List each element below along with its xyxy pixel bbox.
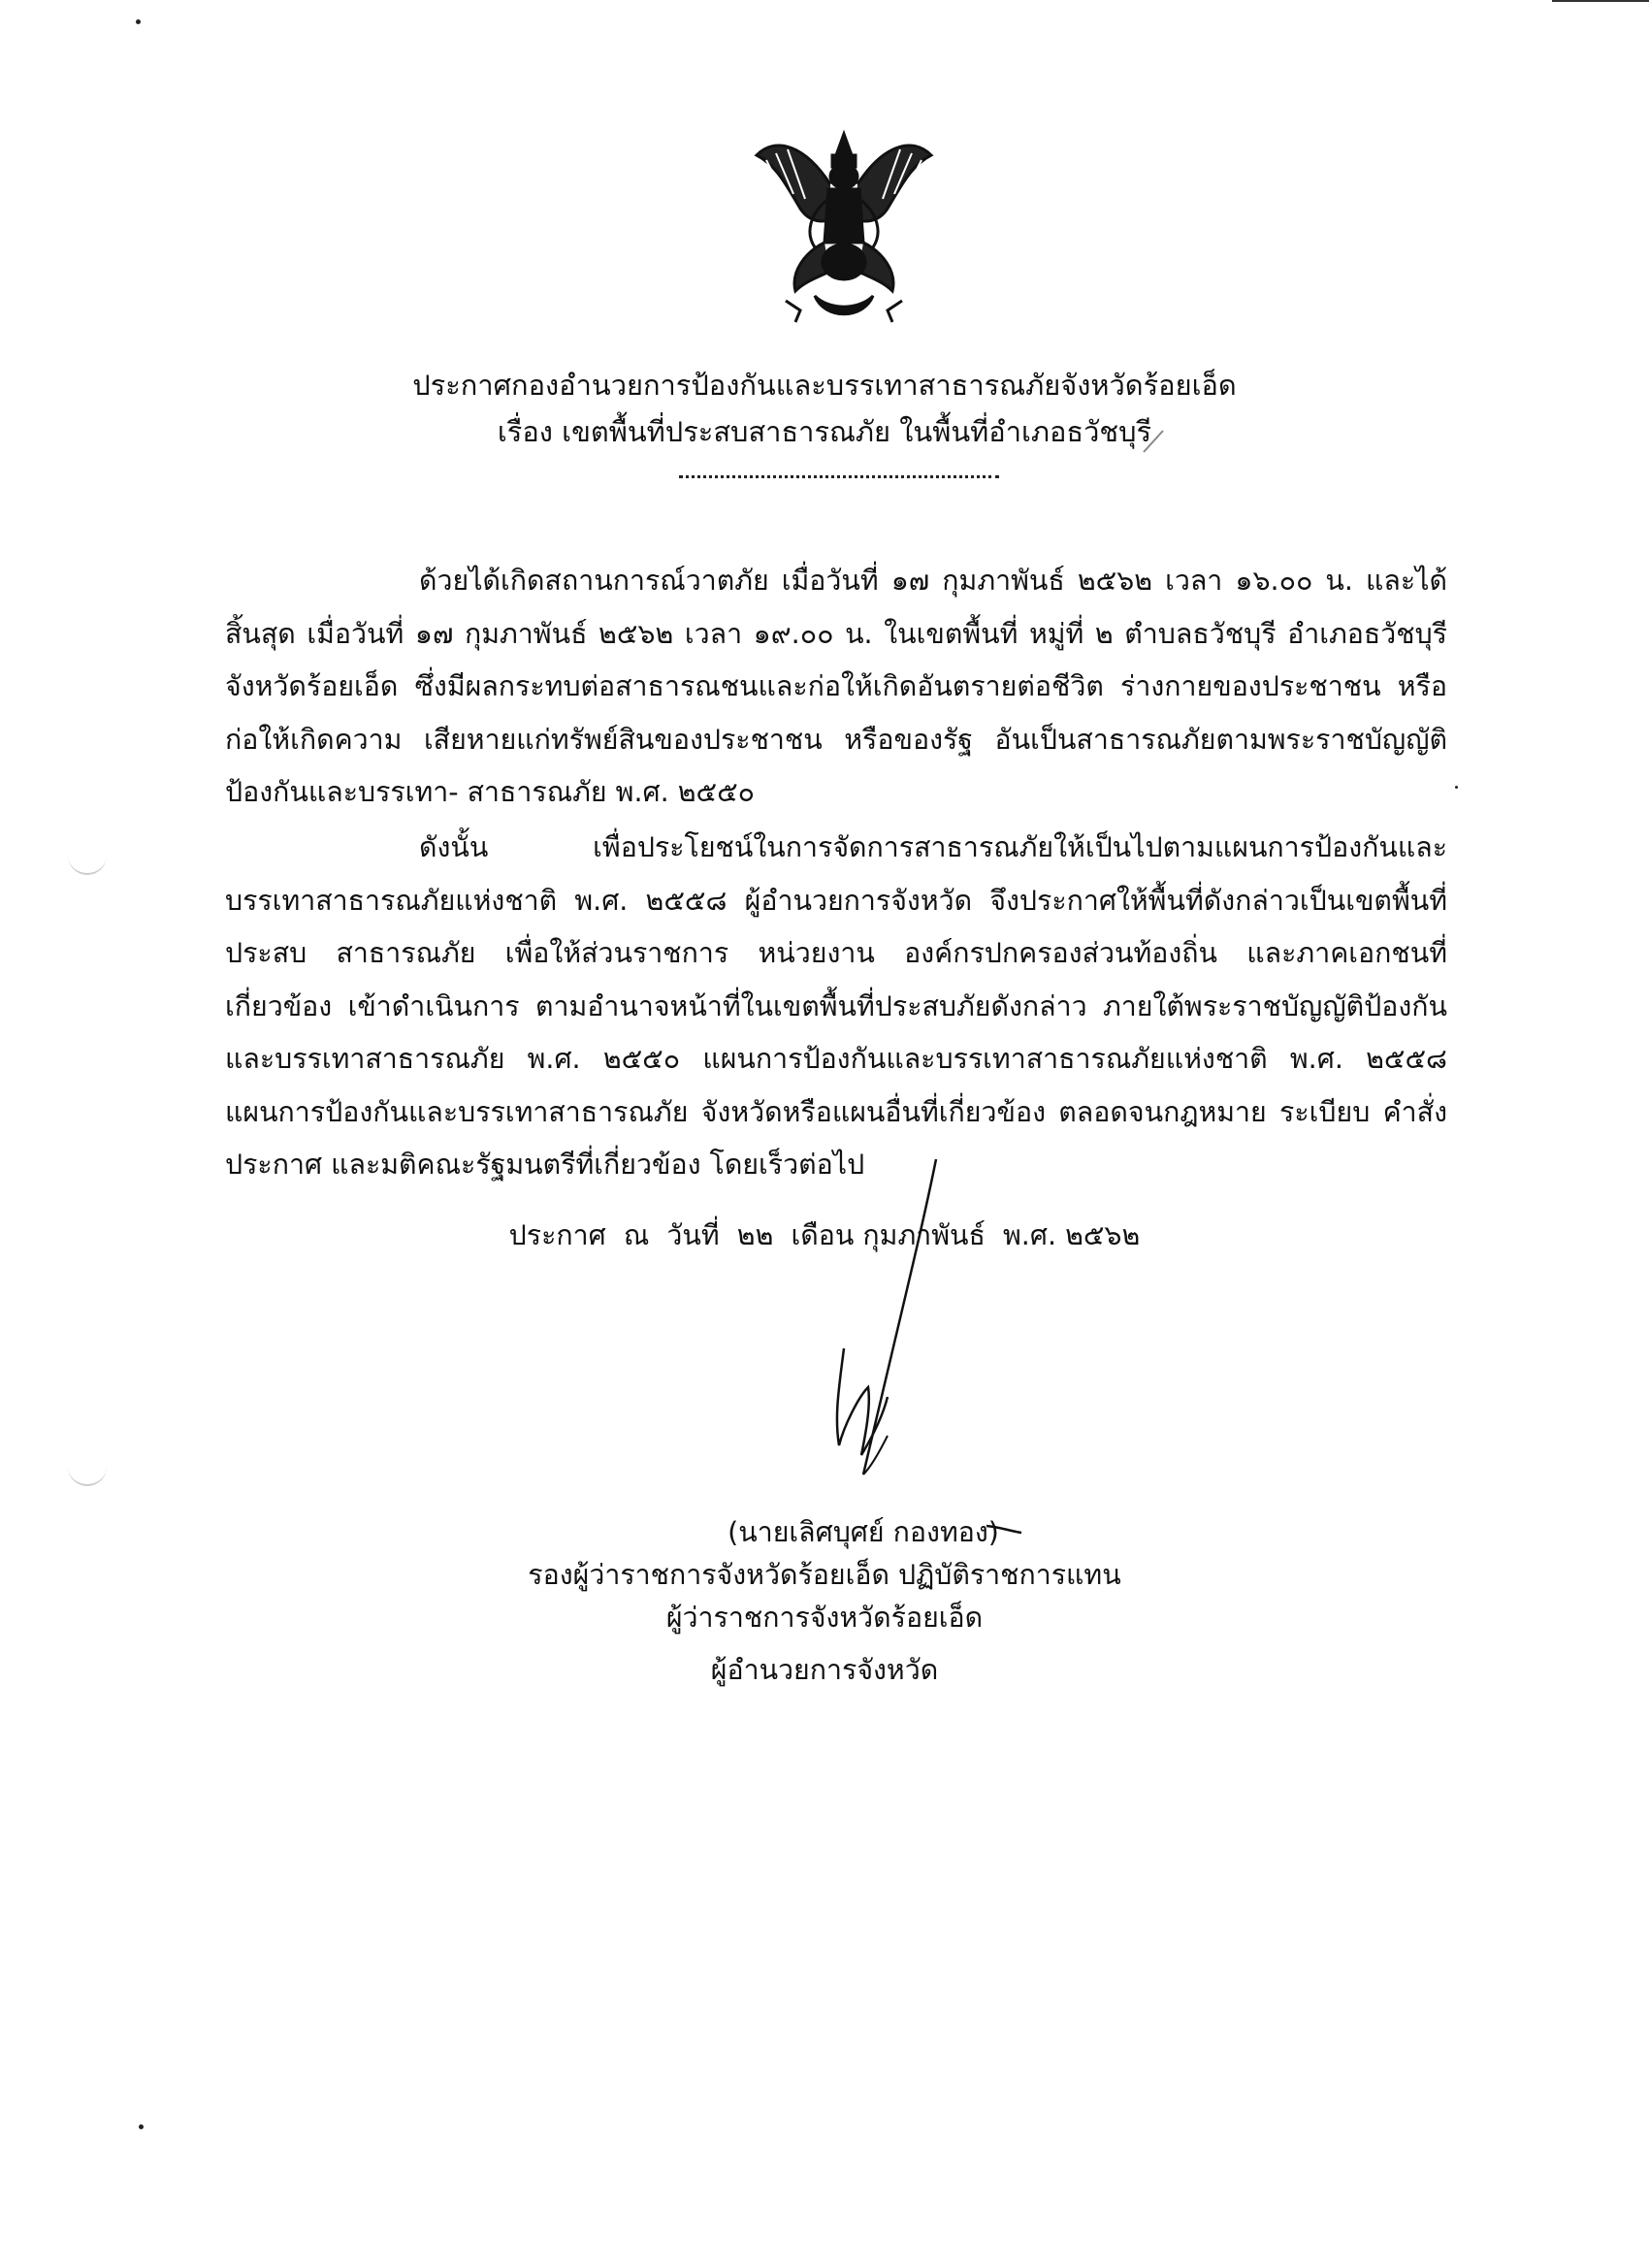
- scan-speck: [1455, 786, 1458, 789]
- dotted-divider: [679, 475, 999, 478]
- scan-speck: [139, 2124, 144, 2129]
- paragraph-declaration: ดังนั้น เพื่อประโยชน์ในการจัดการสาธารณภัยให้เป็นไปตามแผนการป้องกันและ บรรเทาสาธารณภัยแห่งชาติ พ.ศ. ๒๕๕๘ ผู้อำนวยการจังหวัด จึงประกาศให้พื้นที่ดังกล่าวเป็นเขตพื้นที่ประสบ สาธารณภัย เพื่อให้ส่วนราชการ หน่วยงาน องค์กรปกครองส่วนท้องถิ่น และภาคเอกชนที่เกี่ยวข้อง เข้าดำเนินการ ตามอำนาจหน้าที่ในเขตพื้นที่ประสบภัยดังกล่าว ภายใต้พระราชบัญญัติป้องกันและบรรเทาสาธารณภัย พ.ศ. ๒๕๕๐ แผนการป้องกันและบรรเทาสาธารณภัยแห่งชาติ พ.ศ. ๒๕๕๘ แผนการป้องกันและบรรเทาสาธารณภัย จังหวัดหรือแผนอื่นที่เกี่ยวข้อง ตลอดจนกฎหมาย ระเบียบ คำสั่ง ประกาศ และมติคณะรัฐมนตรีที่เกี่ยวข้อง โดยเร็วต่อไป: [225, 831, 1447, 1181]
- scan-edge: [1552, 0, 1649, 2]
- scan-speck: [136, 19, 141, 24]
- signer-position-governor: ผู้ว่าราชการจังหวัดร้อยเอ็ด: [665, 1602, 984, 1634]
- pen-mark: [985, 1523, 1023, 1535]
- announcement-title: ประกาศกองอำนวยการป้องกันและบรรเทาสาธารณภัยจังหวัดร้อยเอ็ด: [412, 369, 1237, 402]
- punch-hole-mark: [68, 1465, 107, 1486]
- signer-position-deputy: รองผู้ว่าราชการจังหวัดร้อยเอ็ด ปฏิบัติราชการแทน: [528, 1559, 1121, 1591]
- signer-position-director: ผู้อำนวยการจังหวัด: [710, 1654, 939, 1686]
- announcement-subject: เรื่อง เขตพื้นที่ประสบสาธารณภัย ในพื้นที่อำเภอธวัชบุรี: [497, 415, 1152, 448]
- handwritten-signature: [805, 1154, 970, 1504]
- dateline-text: ประกาศ ณ วันที่ ๒๒ เดือน กุมภาพันธ์ พ.ศ. ๒๕๖๒: [508, 1219, 1141, 1251]
- paragraph-incident: ด้วยได้เกิดสถานการณ์วาตภัย เมื่อวันที่ ๑๗ กุมภาพันธ์ ๒๕๖๒ เวลา ๑๖.๐๐ น. และได้สิ้นสุด เมื่อวันที่ ๑๗ กุมภาพันธ์ ๒๕๖๒ เวลา ๑๙.๐๐ น. ในเขตพื้นที่ หมู่ที่ ๒ ตำบลธวัชบุรี อำเภอธวัชบุรี จังหวัดร้อยเอ็ด ซึ่งมีผลกระทบต่อสาธารณชนและก่อให้เกิดอันตรายต่อชีวิต ร่างกายของประชาชน หรือก่อให้เกิดความ เสียหายแก่ทรัพย์สินของประชาชน หรือของรัฐ อันเป็นสาธารณภัยตามพระราชบัญญัติป้องกันและบรรเทา- สาธารณภัย พ.ศ. ๒๕๕๐: [225, 565, 1447, 808]
- punch-hole-mark: [68, 854, 107, 875]
- garuda-emblem-icon: [747, 116, 941, 330]
- pen-tick: [1140, 427, 1169, 456]
- signer-name: (นายเลิศบุศย์ กองทอง): [728, 1516, 999, 1548]
